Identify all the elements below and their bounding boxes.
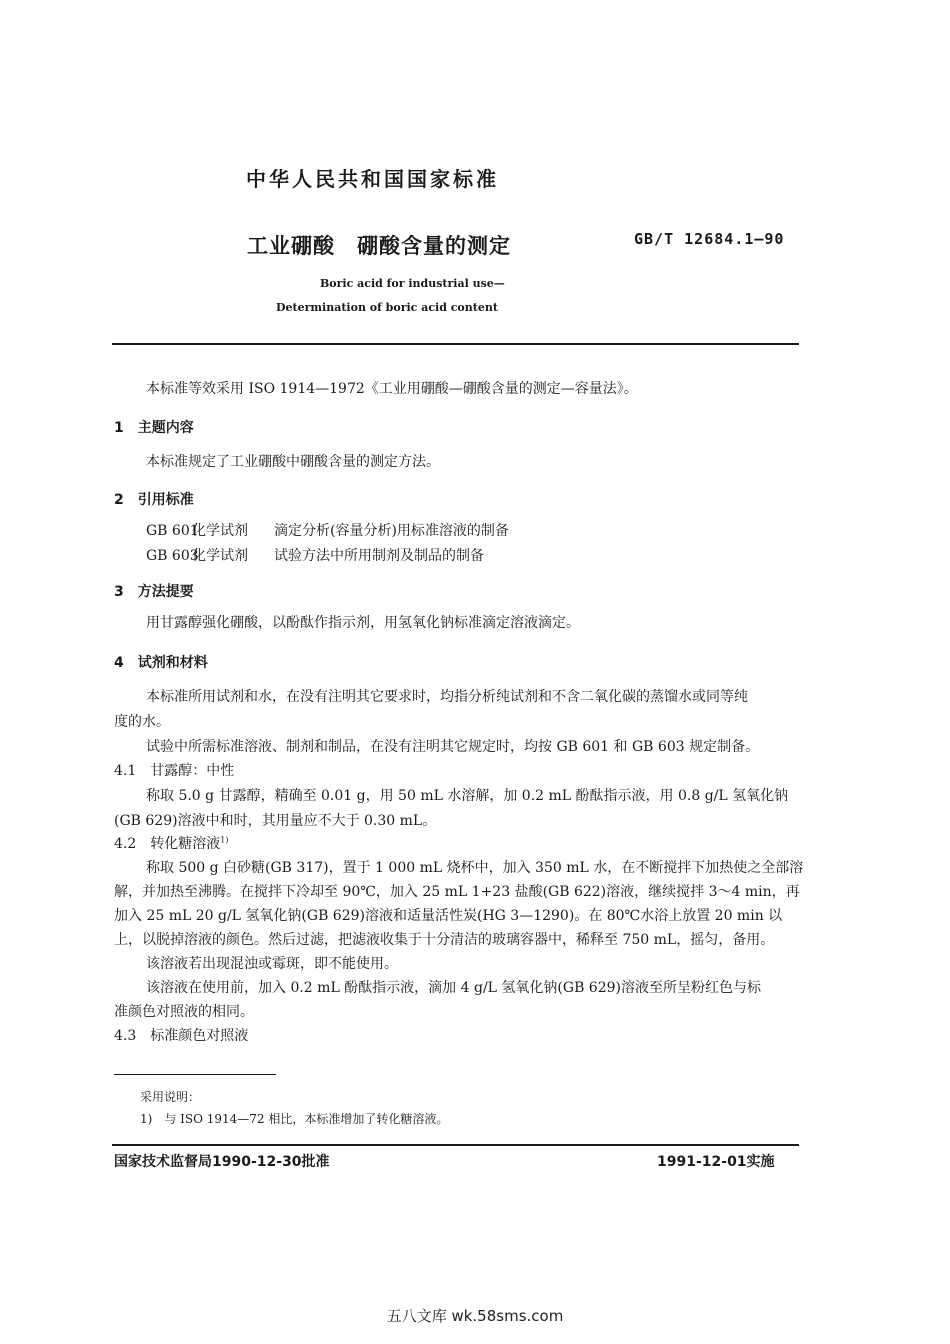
national-standard-heading: 中华人民共和国国家标准 <box>246 167 499 191</box>
section-4-2-line2: 解，并加热至沸腾。在搅拌下冷却至 90℃，加入 25 mL 1+23 盐酸(GB 622)溶液，继续搅拌 3～4 min，再 <box>114 884 800 900</box>
document-title-cn: 工业硼酸 硼酸含量的测定 <box>247 234 511 258</box>
reference-title: 试验方法中所用制剂及制品的制备 <box>274 548 484 564</box>
section-4-2-line7: 准颜色对照液的相同。 <box>114 1004 254 1020</box>
section-4-2-line5: 该溶液若出现混浊或霉斑，即不能使用。 <box>146 956 398 972</box>
reference-code: GB 603 <box>146 548 199 564</box>
reference-row <box>146 545 484 565</box>
section-4-1-heading: 4.1 甘露醇：中性 <box>114 763 235 779</box>
footnote-marker: 1) <box>220 835 229 845</box>
effective-date: 1991-12-01实施 <box>657 1154 775 1170</box>
section-4-2-line6: 该溶液在使用前，加入 0.2 mL 酚酞指示液，滴加 4 g/L 氢氧化钠(GB 629)溶液至所呈粉红色与标 <box>146 980 761 996</box>
watermark: 五八文库 wk.58sms.com <box>386 1307 564 1325</box>
section-4-2-line4: 上，以脱掉溶液的颜色。然后过滤，把滤液收集于十分清洁的玻璃容器中，稀释至 750 mL，摇匀，备用。 <box>114 932 775 948</box>
section-1-heading: 1 主题内容 <box>114 420 194 436</box>
section-4-2-heading <box>114 833 228 853</box>
document-title-en-line1: Boric acid for industrial use— <box>320 277 505 290</box>
footnote-label: 采用说明： <box>140 1090 201 1104</box>
section-4-3-heading: 4.3 标准颜色对照液 <box>114 1028 249 1044</box>
section-4-2-line3: 加入 25 mL 20 g/L 氢氧化钠(GB 629)溶液和适量活性炭(HG 3—1290)。在 80℃水浴上放置 20 min 以 <box>114 908 783 924</box>
footnote-divider <box>114 1074 276 1075</box>
reference-category: 化学试剂 <box>192 523 248 539</box>
section-4-1-line2: (GB 629)溶液中和时，其用量应不大于 0.30 mL。 <box>114 813 437 829</box>
section-4-2-heading-text: 4.2 转化糖溶液 <box>114 836 221 852</box>
section-4-1-line1: 称取 5.0 g 甘露醇，精确至 0.01 g，用 50 mL 水溶解，加 0.2 mL 酚酞指示液，用 0.8 g/L 氢氧化钠 <box>146 788 789 804</box>
section-4-paragraph-1-line1: 本标准所用试剂和水，在没有注明其它要求时，均指分析纯试剂和不含二氧化碳的蒸馏水或同等纯 <box>146 689 748 705</box>
header-divider <box>112 343 799 345</box>
reference-title: 滴定分析(容量分析)用标准溶液的制备 <box>274 523 509 539</box>
document-title-en-line2: Determination of boric acid content <box>276 301 498 314</box>
reference-code: GB 601 <box>146 523 199 539</box>
section-4-paragraph-2: 试验中所需标准溶液、制剂和制品，在没有注明其它规定时，均按 GB 601 和 GB 603 规定制备。 <box>146 739 760 755</box>
section-4-paragraph-1-line2: 度的水。 <box>114 714 170 730</box>
section-4-2-line1: 称取 500 g 白砂糖(GB 317)，置于 1 000 mL 烧杯中，加入 350 mL 水，在不断搅拌下加热使之全部溶 <box>146 860 804 876</box>
section-2-heading: 2 引用标准 <box>114 492 194 508</box>
standard-code: GB/T 12684.1—90 <box>634 230 785 248</box>
intro-paragraph: 本标准等效采用 ISO 1914—1972《工业用硼酸—硼酸含量的测定—容量法》。 <box>146 381 638 397</box>
section-1-text: 本标准规定了工业硼酸中硼酸含量的测定方法。 <box>146 454 440 470</box>
reference-row <box>146 520 509 540</box>
footnote-text: 1) 与 ISO 1914—72 相比，本标准增加了转化糖溶液。 <box>140 1112 449 1126</box>
footer-divider <box>112 1144 799 1146</box>
section-3-text: 用甘露醇强化硼酸，以酚酞作指示剂，用氢氧化钠标准滴定溶液滴定。 <box>146 615 580 631</box>
reference-category: 化学试剂 <box>192 548 248 564</box>
approval-date: 国家技术监督局1990-12-30批准 <box>114 1154 330 1170</box>
section-3-heading: 3 方法提要 <box>114 584 194 600</box>
section-4-heading: 4 试剂和材料 <box>114 655 208 671</box>
